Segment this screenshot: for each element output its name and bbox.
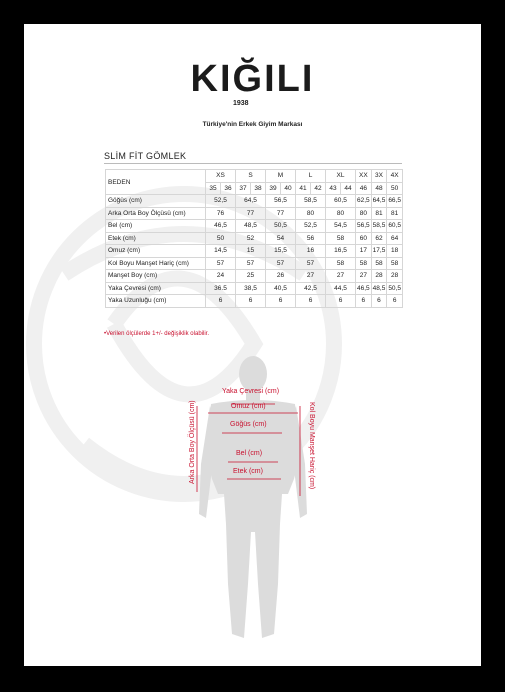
- table-cell: 76: [206, 207, 236, 220]
- table-cell: 77: [236, 207, 266, 220]
- table-cell: 80: [356, 207, 372, 220]
- row-label: Omuz (cm): [106, 245, 206, 258]
- table-cell: 25: [236, 270, 266, 283]
- table-cell: 6: [356, 295, 372, 308]
- table-cell: 58: [326, 232, 356, 245]
- table-cell: 56: [296, 232, 326, 245]
- size-number-cell: 40: [281, 182, 296, 195]
- row-label: Yaka Uzunluğu (cm): [106, 295, 206, 308]
- table-cell: 48,5: [236, 220, 266, 233]
- table-cell: 52: [236, 232, 266, 245]
- table-cell: 57: [296, 257, 326, 270]
- body-silhouette: [199, 356, 307, 638]
- row-label: Göğüs (cm): [106, 195, 206, 208]
- size-number-cell: 36: [221, 182, 236, 195]
- size-number-cell: 37: [236, 182, 251, 195]
- table-cell: 58,5: [371, 220, 387, 233]
- table-cell: 36.5: [206, 282, 236, 295]
- table-cell: 58,5: [296, 195, 326, 208]
- size-number-cell: 39: [266, 182, 281, 195]
- table-cell: 50,5: [266, 220, 296, 233]
- size-group-cell: S: [236, 170, 266, 183]
- size-number-cell: 41: [296, 182, 311, 195]
- size-group-cell: XL: [326, 170, 356, 183]
- table-cell: 57: [266, 257, 296, 270]
- table-cell: 81: [371, 207, 387, 220]
- table-cell: 62,5: [356, 195, 372, 208]
- table-cell: 6: [236, 295, 266, 308]
- chart-title: SLİM FİT GÖMLEK: [104, 151, 187, 161]
- table-cell: 60,5: [326, 195, 356, 208]
- label-sleeve: Kol Boyu Manşet Hariç (cm): [308, 402, 315, 490]
- table-cell: 24: [206, 270, 236, 283]
- table-cell: 77: [266, 207, 296, 220]
- label-neck: Yaka Çevresi (cm): [222, 388, 280, 395]
- table-cell: 80: [296, 207, 326, 220]
- table-cell: 56,5: [266, 195, 296, 208]
- table-cell: 15,5: [266, 245, 296, 258]
- table-cell: 6: [387, 295, 403, 308]
- table-cell: 80: [326, 207, 356, 220]
- table-cell: 62: [371, 232, 387, 245]
- table-cell: 54,5: [326, 220, 356, 233]
- brand-year: 1938: [233, 100, 249, 107]
- size-chart-page: [24, 24, 481, 666]
- size-number-cell: 50: [387, 182, 403, 195]
- table-cell: 56,5: [356, 220, 372, 233]
- row-label: Kol Boyu Manşet Hariç (cm): [106, 257, 206, 270]
- table-cell: 28: [387, 270, 403, 283]
- table-cell: 57: [236, 257, 266, 270]
- table-cell: 38,5: [236, 282, 266, 295]
- table-cell: 81: [387, 207, 403, 220]
- table-cell: 27: [296, 270, 326, 283]
- table-cell: 60: [356, 232, 372, 245]
- label-back-length: Arka Orta Boy Ölçüsü (cm): [189, 400, 196, 484]
- table-cell: 64,5: [371, 195, 387, 208]
- row-label: Bel (cm): [106, 220, 206, 233]
- table-cell: 6: [296, 295, 326, 308]
- label-shoulder: Omuz (cm): [231, 403, 266, 410]
- table-cell: 46,5: [206, 220, 236, 233]
- table-cell: 66,5: [387, 195, 403, 208]
- table-cell: 58: [356, 257, 372, 270]
- size-number-cell: 42: [311, 182, 326, 195]
- table-cell: 58: [371, 257, 387, 270]
- brand-tagline: Türkiye'nin Erkek Giyim Markası: [202, 121, 303, 128]
- label-chest: Göğüs (cm): [230, 421, 267, 428]
- body-figure: [24, 24, 481, 666]
- table-cell: 40,5: [266, 282, 296, 295]
- table-cell: 6: [371, 295, 387, 308]
- size-group-cell: XX: [356, 170, 372, 183]
- size-number-cell: 48: [371, 182, 387, 195]
- table-cell: 16: [296, 245, 326, 258]
- table-cell: 52,5: [296, 220, 326, 233]
- table-cell: 6: [266, 295, 296, 308]
- tolerance-note: •Verilen ölçülerde 1+/- değişiklik olabilir.: [104, 331, 209, 337]
- size-group-cell: 4X: [387, 170, 403, 183]
- table-cell: 58: [326, 257, 356, 270]
- size-number-cell: 38: [251, 182, 266, 195]
- beden-header: BEDEN: [106, 170, 206, 195]
- table-cell: 50: [206, 232, 236, 245]
- row-label: Arka Orta Boy Ölçüsü (cm): [106, 207, 206, 220]
- table-cell: 17,5: [371, 245, 387, 258]
- table-cell: 64: [387, 232, 403, 245]
- table-cell: 52,5: [206, 195, 236, 208]
- table-cell: 42,5: [296, 282, 326, 295]
- table-cell: 15: [236, 245, 266, 258]
- table-cell: 14,5: [206, 245, 236, 258]
- size-number-cell: 46: [356, 182, 372, 195]
- table-cell: 6: [206, 295, 236, 308]
- table-cell: 54: [266, 232, 296, 245]
- table-cell: 27: [356, 270, 372, 283]
- size-number-cell: 35: [206, 182, 221, 195]
- table-cell: 64,5: [236, 195, 266, 208]
- table-cell: 46,5: [356, 282, 372, 295]
- table-cell: 16,5: [326, 245, 356, 258]
- row-label: Manşet Boy (cm): [106, 270, 206, 283]
- label-waist: Bel (cm): [236, 450, 263, 457]
- row-label: Etek (cm): [106, 232, 206, 245]
- row-label: Yaka Çevresi (cm): [106, 282, 206, 295]
- size-group-cell: M: [266, 170, 296, 183]
- table-cell: 6: [326, 295, 356, 308]
- table-cell: 17: [356, 245, 372, 258]
- table-cell: 18: [387, 245, 403, 258]
- size-number-cell: 43: [326, 182, 341, 195]
- size-group-cell: L: [296, 170, 326, 183]
- label-hem: Etek (cm): [233, 468, 263, 475]
- table-cell: 58: [387, 257, 403, 270]
- size-number-cell: 44: [341, 182, 356, 195]
- table-cell: 50,5: [387, 282, 403, 295]
- size-group-cell: XS: [206, 170, 236, 183]
- table-cell: 57: [206, 257, 236, 270]
- table-cell: 60,5: [387, 220, 403, 233]
- table-cell: 48,5: [371, 282, 387, 295]
- table-cell: 28: [371, 270, 387, 283]
- brand-logo: KIĞILI: [190, 58, 315, 100]
- table-cell: 44,5: [326, 282, 356, 295]
- size-group-cell: 3X: [371, 170, 387, 183]
- table-cell: 27: [326, 270, 356, 283]
- table-cell: 26: [266, 270, 296, 283]
